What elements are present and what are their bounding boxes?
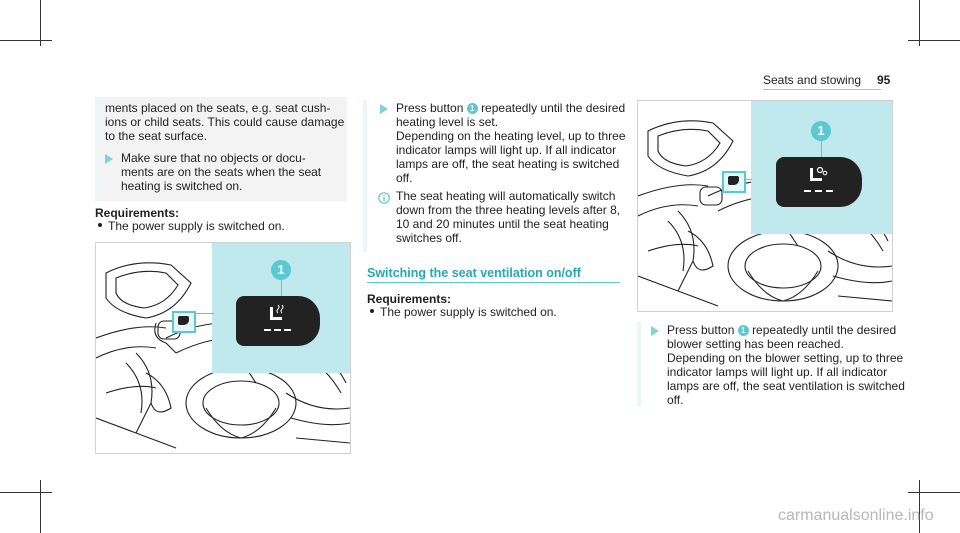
badge-leader bbox=[821, 141, 822, 157]
figure-seat-heating bbox=[95, 242, 351, 454]
ventilation-panel bbox=[776, 157, 862, 207]
step-bar bbox=[637, 322, 641, 406]
info-line: switches off. bbox=[396, 231, 462, 245]
step-line: heating level is set. bbox=[396, 115, 499, 129]
info-line: down from the three heating levels after 8, bbox=[396, 203, 621, 217]
note-bar bbox=[95, 97, 99, 201]
step-bar bbox=[363, 100, 367, 252]
button-badge: 1 bbox=[467, 103, 478, 114]
step-line bbox=[667, 324, 896, 338]
seat-button-icon bbox=[728, 176, 739, 185]
callout-badge: 1 bbox=[271, 260, 291, 280]
warning-note bbox=[95, 97, 347, 201]
requirements-label: Requirements: bbox=[95, 206, 180, 220]
step-line: indicator lamps will light up. If all indicator bbox=[396, 143, 617, 157]
callout-badge: 1 bbox=[811, 121, 831, 141]
seat-heating-icon bbox=[236, 296, 320, 346]
step-text: repeatedly until the desired bbox=[481, 101, 626, 115]
seat-button-icon bbox=[178, 316, 189, 325]
header-rule bbox=[763, 89, 881, 90]
step-line: off. bbox=[396, 171, 413, 185]
crop-mark bbox=[40, 480, 41, 533]
info-line: 10 and 20 minutes until the seat heating bbox=[396, 217, 609, 231]
requirement-text: The power supply is switched on. bbox=[380, 305, 557, 319]
requirement-item bbox=[98, 220, 285, 234]
step-line: lamps are off, the seat heating is switched bbox=[396, 157, 620, 171]
page-number: 95 bbox=[877, 73, 891, 87]
step-line: indicator lamps will light up. If all indicator bbox=[667, 365, 888, 379]
crop-mark bbox=[908, 492, 960, 493]
seat-button-highlight bbox=[722, 171, 746, 193]
step-text: repeatedly until the desired bbox=[752, 323, 897, 337]
requirement-item bbox=[370, 306, 557, 320]
step-line: ments are on the seats when the seat bbox=[121, 165, 322, 179]
triangle-arrow-icon bbox=[380, 104, 388, 114]
step-line bbox=[396, 102, 625, 116]
note-line: to the seat surface. bbox=[105, 129, 208, 143]
step-line: Make sure that no objects or docu- bbox=[121, 151, 306, 165]
step-line: Depending on the heating level, up to three bbox=[396, 129, 626, 143]
requirement-text: The power supply is switched on. bbox=[108, 219, 285, 233]
step-line: Depending on the blower setting, up to three bbox=[667, 351, 904, 365]
note-line: ions or child seats. This could cause damage bbox=[105, 115, 345, 129]
requirements-label: Requirements: bbox=[367, 292, 452, 306]
section-rule bbox=[367, 282, 620, 283]
crop-mark bbox=[908, 40, 960, 41]
crop-mark bbox=[0, 492, 52, 493]
bullet bbox=[370, 309, 374, 313]
step-line: off. bbox=[667, 393, 684, 407]
figure-seat-ventilation bbox=[637, 100, 893, 312]
section-title: Switching the seat ventilation on/off bbox=[367, 266, 581, 280]
step-line: blower setting has been reached. bbox=[667, 337, 844, 351]
badge-leader bbox=[281, 280, 282, 296]
triangle-arrow-icon bbox=[651, 326, 659, 336]
heating-panel bbox=[236, 296, 320, 346]
step-text: Press button bbox=[396, 101, 464, 115]
watermark: carmanualsonline.info bbox=[778, 507, 934, 524]
info-icon bbox=[378, 192, 390, 204]
step-line: heating is switched on. bbox=[121, 179, 243, 193]
note-line: ments placed on the seats, e.g. seat cush- bbox=[105, 101, 331, 115]
triangle-arrow-icon bbox=[105, 154, 113, 164]
crop-mark bbox=[0, 40, 52, 41]
info-line: The seat heating will automatically switch bbox=[396, 189, 616, 203]
step-line: lamps are off, the seat ventilation is switched bbox=[667, 379, 905, 393]
button-badge: 1 bbox=[738, 325, 749, 336]
step-text: Press button bbox=[667, 323, 735, 337]
header-section: Seats and stowing bbox=[763, 73, 862, 87]
seat-ventilation-icon bbox=[776, 157, 862, 207]
bullet bbox=[98, 223, 102, 227]
seat-button-highlight bbox=[172, 311, 196, 333]
